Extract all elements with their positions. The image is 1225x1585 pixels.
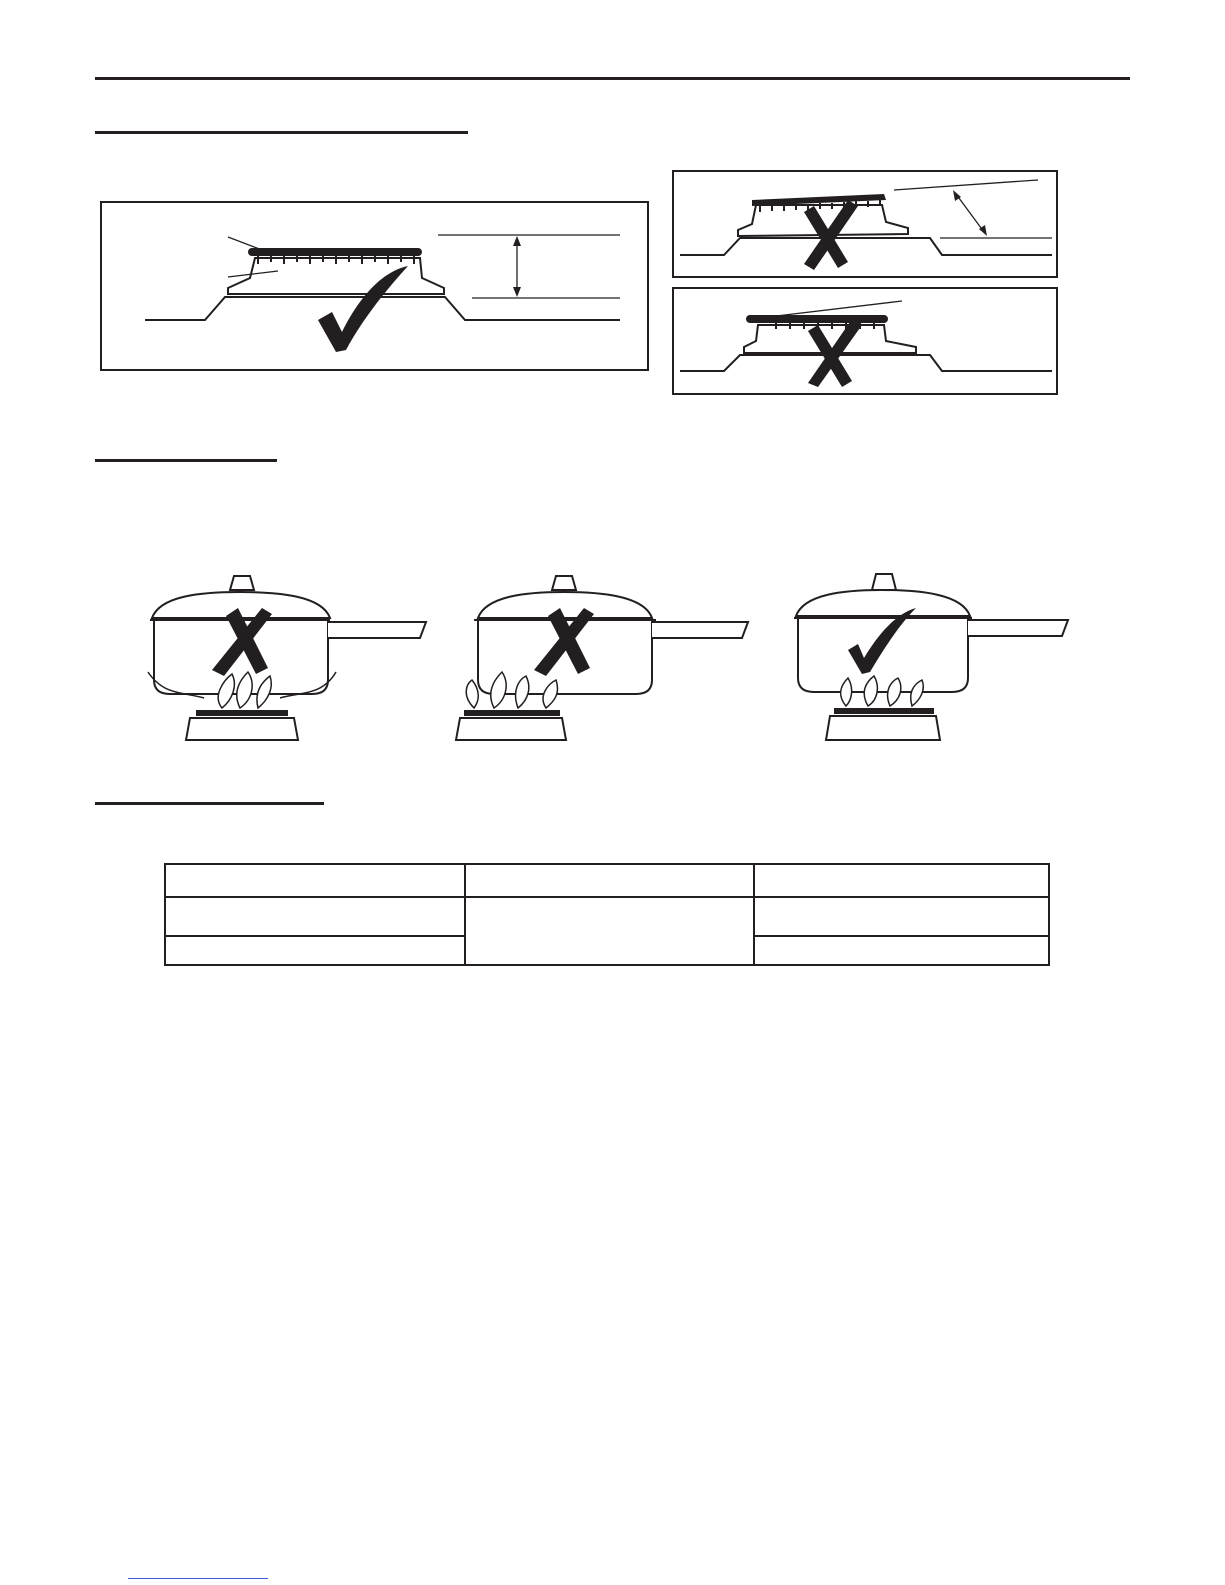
- section-heading-pan-table: [95, 802, 324, 805]
- table-cell: [754, 936, 1049, 965]
- table-cell: [165, 936, 465, 965]
- table-cell: [165, 864, 465, 897]
- burner-cap-misaligned-figure: [672, 287, 1058, 395]
- table-cell: [754, 897, 1049, 936]
- section-heading-burner-caps: [95, 131, 468, 134]
- burner-cap-correct-figure: [100, 200, 650, 372]
- table-row: [165, 864, 1049, 897]
- pan-correct-figure: [790, 572, 1080, 744]
- table-cell: [465, 897, 754, 965]
- table-row: [165, 897, 1049, 936]
- burner-cap-tilted-figure: [672, 170, 1058, 278]
- table-cell: [165, 897, 465, 936]
- pan-too-large-figure: [140, 572, 430, 744]
- pan-diameter-table: [164, 863, 1050, 966]
- table-cell: [754, 864, 1049, 897]
- footer-link[interactable]: [128, 1578, 268, 1579]
- pan-off-center-figure: [452, 572, 752, 744]
- section-heading-pan-selection: [95, 459, 277, 462]
- table-cell: [465, 864, 754, 897]
- top-rule: [95, 77, 1130, 80]
